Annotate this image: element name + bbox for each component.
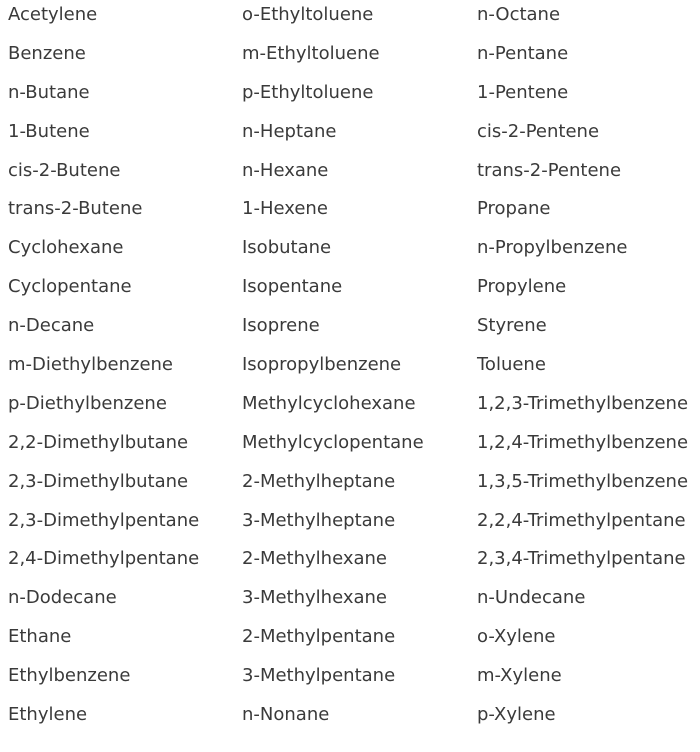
- compound-name: o-Xylene: [477, 626, 556, 648]
- compound-name: Cyclopentane: [8, 276, 132, 298]
- compound-name: 2,3-Dimethylbutane: [8, 470, 189, 492]
- compound-name: Toluene: [477, 354, 546, 376]
- compound-name: 3-Methylheptane: [242, 509, 396, 531]
- compound-name: m-Ethyltoluene: [242, 42, 380, 64]
- compound-name: 3-Methylhexane: [242, 587, 388, 609]
- compound-name: Propane: [477, 198, 551, 220]
- compound-name: 2,4-Dimethylpentane: [8, 548, 200, 570]
- compound-name: 1-Pentene: [477, 81, 569, 103]
- compound-name: Acetylene: [8, 4, 98, 25]
- compound-name: 2-Methylpentane: [242, 626, 396, 648]
- compound-name: n-Decane: [8, 315, 95, 337]
- compound-name: 1,2,4-Trimethylbenzene: [477, 431, 689, 453]
- compound-name: p-Xylene: [477, 704, 556, 726]
- compound-name: n-Propylbenzene: [477, 237, 628, 259]
- compound-name: Methylcyclopentane: [242, 431, 424, 453]
- compound-name: 1,2,3-Trimethylbenzene: [477, 392, 689, 414]
- compound-name: cis-2-Pentene: [477, 120, 600, 142]
- compound-name: Ethylbenzene: [8, 665, 131, 687]
- compound-name: n-Heptane: [242, 120, 337, 142]
- compound-name: Styrene: [477, 315, 547, 337]
- compound-name: 3-Methylpentane: [242, 665, 396, 687]
- compound-name: Cyclohexane: [8, 237, 124, 259]
- compound-name: n-Undecane: [477, 587, 586, 609]
- compound-name: 2-Methylhexane: [242, 548, 388, 570]
- compound-name: Isopropylbenzene: [242, 354, 402, 376]
- compound-name: 1-Hexene: [242, 198, 328, 220]
- compound-name: 1-Butene: [8, 120, 90, 142]
- compound-name: Isobutane: [242, 237, 332, 259]
- compound-list-table: [8, 0, 700, 739]
- compound-name: m-Xylene: [477, 665, 562, 687]
- compound-name: n-Pentane: [477, 42, 569, 64]
- compound-name: Propylene: [477, 276, 567, 298]
- compound-name: m-Diethylbenzene: [8, 354, 173, 376]
- compound-name: p-Diethylbenzene: [8, 392, 167, 414]
- compound-name: trans-2-Butene: [8, 198, 143, 220]
- compound-name: cis-2-Butene: [8, 159, 121, 181]
- compound-name: 2-Methylheptane: [242, 470, 396, 492]
- compound-name: 2,2,4-Trimethylpentane: [477, 509, 686, 531]
- compound-name: n-Dodecane: [8, 587, 117, 609]
- compound-name: n-Hexane: [242, 159, 329, 181]
- compound-name: trans-2-Pentene: [477, 159, 622, 181]
- compound-name: Methylcyclohexane: [242, 392, 416, 414]
- compound-name: n-Octane: [477, 4, 561, 25]
- compound-name: 2,3,4-Trimethylpentane: [477, 548, 686, 570]
- compound-name: n-Nonane: [242, 704, 330, 726]
- compound-name: Isopentane: [242, 276, 343, 298]
- compound-name: 2,3-Dimethylpentane: [8, 509, 200, 531]
- compound-name: p-Ethyltoluene: [242, 81, 374, 103]
- compound-name: 1,3,5-Trimethylbenzene: [477, 470, 689, 492]
- compound-name: o-Ethyltoluene: [242, 4, 374, 25]
- compound-name: Benzene: [8, 42, 86, 64]
- compound-name: 2,2-Dimethylbutane: [8, 431, 189, 453]
- compound-name: Isoprene: [242, 315, 320, 337]
- compound-name: n-Butane: [8, 81, 90, 103]
- compound-name: Ethylene: [8, 704, 88, 726]
- compound-name: Ethane: [8, 626, 72, 648]
